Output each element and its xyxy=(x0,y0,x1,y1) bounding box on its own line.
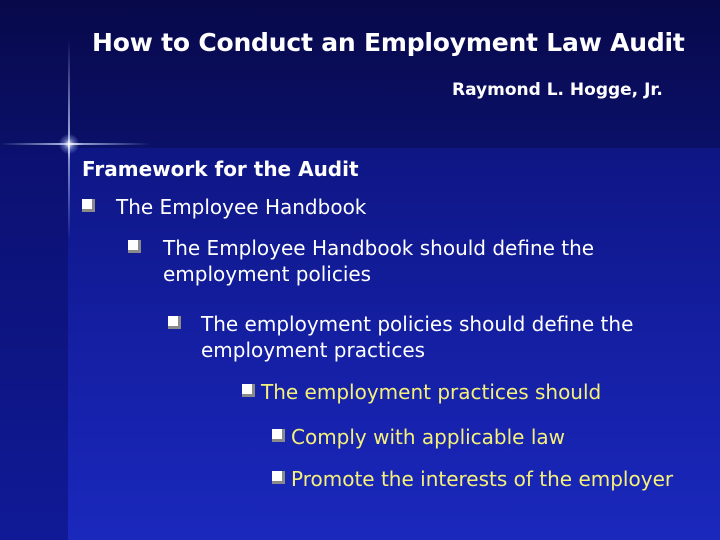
bullet-text: The employment practices should xyxy=(261,380,602,404)
checkbox-square-icon xyxy=(82,199,95,212)
bullet-text: Promote the interests of the employer xyxy=(291,467,674,491)
checkbox-square-icon xyxy=(168,316,181,329)
checkbox-square-icon xyxy=(242,384,255,397)
bullet-level-1 xyxy=(82,194,366,220)
checkbox-square-icon xyxy=(128,240,141,253)
bullet-text: The employment policies should define the employment practices xyxy=(201,312,634,362)
header-band xyxy=(0,0,720,148)
slide-title: How to Conduct an Employment Law Audit xyxy=(92,28,685,57)
bullet-text: The Employee Handbook should define the employment policies xyxy=(163,236,595,286)
checkbox-square-icon xyxy=(272,429,285,442)
bullet-level-4 xyxy=(242,379,601,405)
section-heading: Framework for the Audit xyxy=(82,157,359,181)
left-band xyxy=(0,148,68,540)
bullet-level-5 xyxy=(272,424,565,450)
slide-author: Raymond L. Hogge, Jr. xyxy=(452,80,663,100)
bullet-level-2 xyxy=(128,235,688,287)
bullet-level-3 xyxy=(168,311,708,363)
bullet-level-5 xyxy=(272,466,673,492)
bullet-text: The Employee Handbook xyxy=(116,195,367,219)
checkbox-square-icon xyxy=(272,471,285,484)
star-flare-icon xyxy=(58,134,80,154)
bullet-text: Comply with applicable law xyxy=(291,425,566,449)
